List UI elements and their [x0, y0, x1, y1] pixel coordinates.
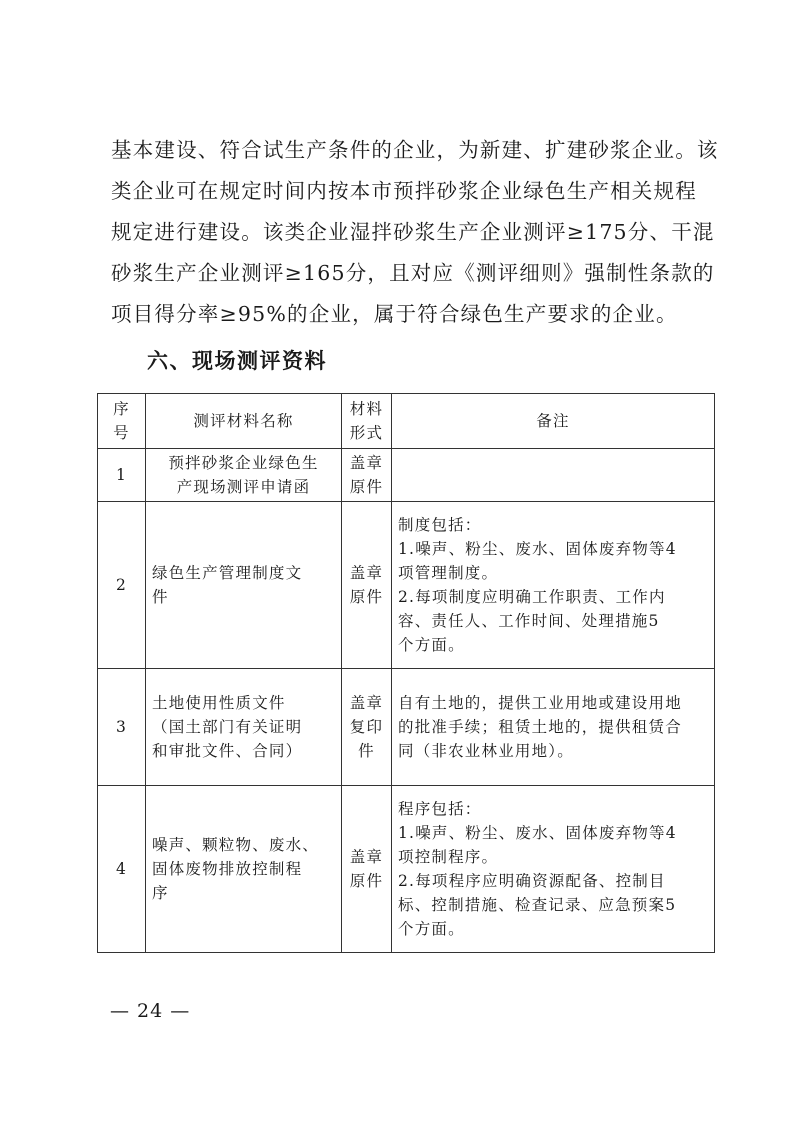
header-seq: 序 号	[98, 394, 146, 449]
cell-form: 盖章 原件	[342, 449, 392, 502]
cell-notes: 制度包括： 1.噪声、粉尘、废水、固体废弃物等4 项管理制度。 2.每项制度应明确工作职责、工作内 容、责任人、工作时间、处理措施5 个方面。	[392, 502, 715, 669]
cell-seq: 2	[98, 502, 146, 669]
body-paragraph	[111, 130, 719, 335]
cell-seq: 4	[98, 786, 146, 953]
table-row	[98, 786, 715, 953]
cell-form: 盖章 原件	[342, 502, 392, 669]
header-name: 测评材料名称	[146, 394, 342, 449]
cell-notes: 自有土地的，提供工业用地或建设用地 的批准手续；租赁土地的，提供租赁合 同（非农业林业用地）。	[392, 669, 715, 786]
cell-name: 噪声、颗粒物、废水、 固体废物排放控制程 序	[146, 786, 342, 953]
cell-notes: 程序包括： 1.噪声、粉尘、废水、固体废弃物等4 项控制程序。 2.每项程序应明确资源配备、控制目 标、控制措施、检查记录、应急预案5 个方面。	[392, 786, 715, 953]
cell-seq: 3	[98, 669, 146, 786]
paragraph-line: 规定进行建设。该类企业湿拌砂浆生产企业测评≥175分、干混	[111, 220, 715, 244]
paragraph-line: 项目得分率≥95%的企业，属于符合绿色生产要求的企业。	[111, 302, 678, 326]
header-notes: 备注	[392, 394, 715, 449]
section-heading: 六、现场测评资料	[147, 349, 327, 373]
materials-table	[97, 393, 715, 953]
cell-name: 预拌砂浆企业绿色生 产现场测评申请函	[146, 449, 342, 502]
cell-seq: 1	[98, 449, 146, 502]
cell-name: 土地使用性质文件 （国土部门有关证明 和审批文件、合同）	[146, 669, 342, 786]
table-row	[98, 502, 715, 669]
cell-name: 绿色生产管理制度文 件	[146, 502, 342, 669]
table-row	[98, 449, 715, 502]
paragraph-line: 类企业可在规定时间内按本市预拌砂浆企业绿色生产相关规程	[111, 179, 697, 203]
page-number: — 24 —	[110, 1000, 191, 1022]
table-row	[98, 669, 715, 786]
paragraph-line: 基本建设、符合试生产条件的企业，为新建、扩建砂浆企业。该	[111, 138, 719, 162]
cell-notes	[392, 449, 715, 502]
header-form: 材料 形式	[342, 394, 392, 449]
table-header-row	[98, 394, 715, 449]
cell-form: 盖章 原件	[342, 786, 392, 953]
cell-form: 盖章 复印 件	[342, 669, 392, 786]
paragraph-line: 砂浆生产企业测评≥165分，且对应《测评细则》强制性条款的	[111, 261, 715, 285]
